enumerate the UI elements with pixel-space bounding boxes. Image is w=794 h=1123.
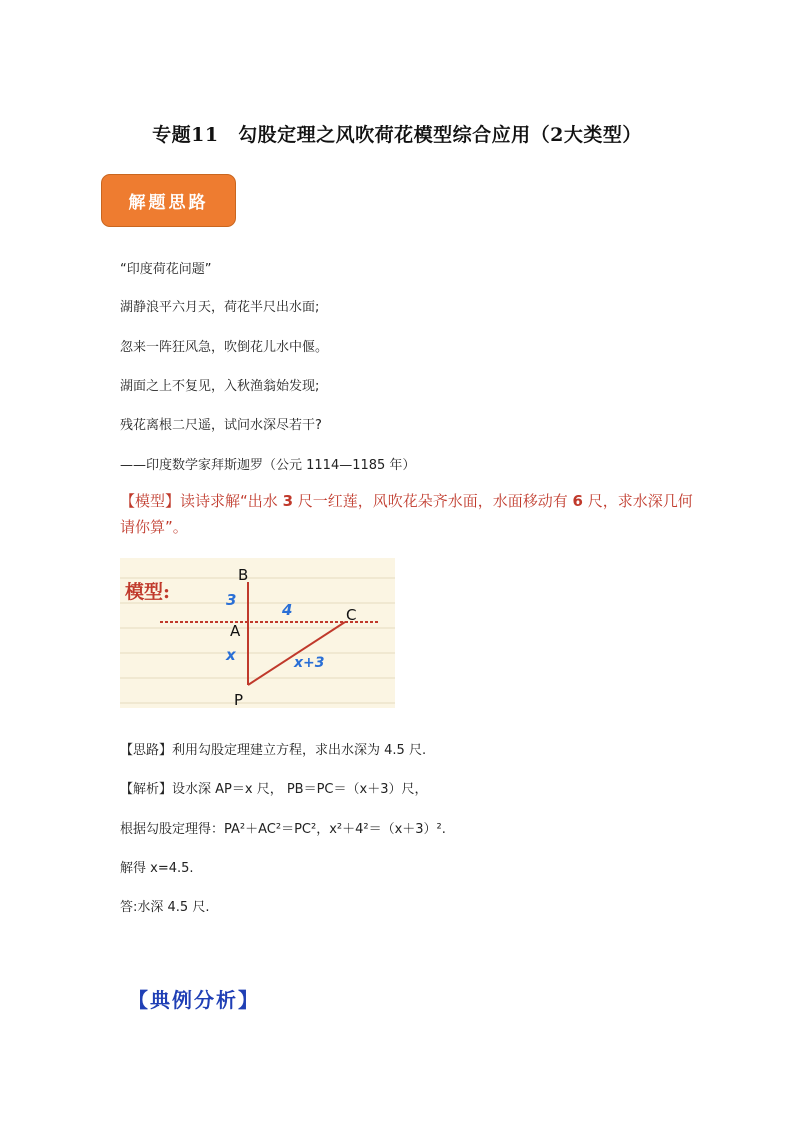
solution-text: 【解析】设水深 AP＝x 尺， PB＝PC＝（x＋3）尺，	[120, 782, 428, 797]
equation-text: 根据勾股定理得：PA²＋AC²＝PC²，x²＋4²＝（x＋3）².	[120, 822, 446, 837]
value-pc: x+3	[294, 655, 325, 671]
label-p: P	[234, 691, 244, 708]
section-badge: 解题思路	[101, 174, 236, 227]
model-tag: 【模型】	[120, 492, 181, 510]
model-diagram-svg	[120, 558, 395, 708]
poem-heading: “印度荷花问题”	[120, 262, 212, 277]
value-ab: 3	[226, 591, 237, 609]
value-ap: x	[226, 646, 236, 664]
label-b: B	[238, 566, 249, 584]
section-heading-examples: 【典例分析】	[128, 988, 260, 1012]
answer-text: 答:水深 4.5 尺.	[120, 900, 210, 915]
poem-line: 残花离根二尺遥，试问水深尽若干?	[120, 418, 322, 433]
model-diagram	[120, 558, 395, 708]
solve-text: 解得 x=4.5.	[120, 861, 194, 876]
label-a: A	[230, 622, 241, 640]
value-ac: 4	[282, 601, 293, 619]
poem-line: 忽来一阵狂风急，吹倒花儿水中偃。	[120, 340, 329, 355]
poem-line: 湖静浪平六月天，荷花半尺出水面;	[120, 300, 320, 315]
page-title: 专题11 勾股定理之风吹荷花模型综合应用（2大类型）	[152, 124, 642, 146]
idea-text: 【思路】利用勾股定理建立方程，求出水深为 4.5 尺.	[120, 743, 427, 758]
model-statement: 【模型】读诗求解“出水 3 尺一红莲，风吹花朵齐水面，水面移动有 6 尺，求水深几何请你算”。	[120, 492, 693, 536]
poem-line: 湖面之上不复见，入秋渔翁始发现;	[120, 379, 320, 394]
diagram-title: 模型:	[125, 581, 171, 603]
label-c: C	[346, 606, 357, 624]
poem-author: ——印度数学家拜斯迦罗（公元 1114—1185 年）	[120, 458, 416, 473]
